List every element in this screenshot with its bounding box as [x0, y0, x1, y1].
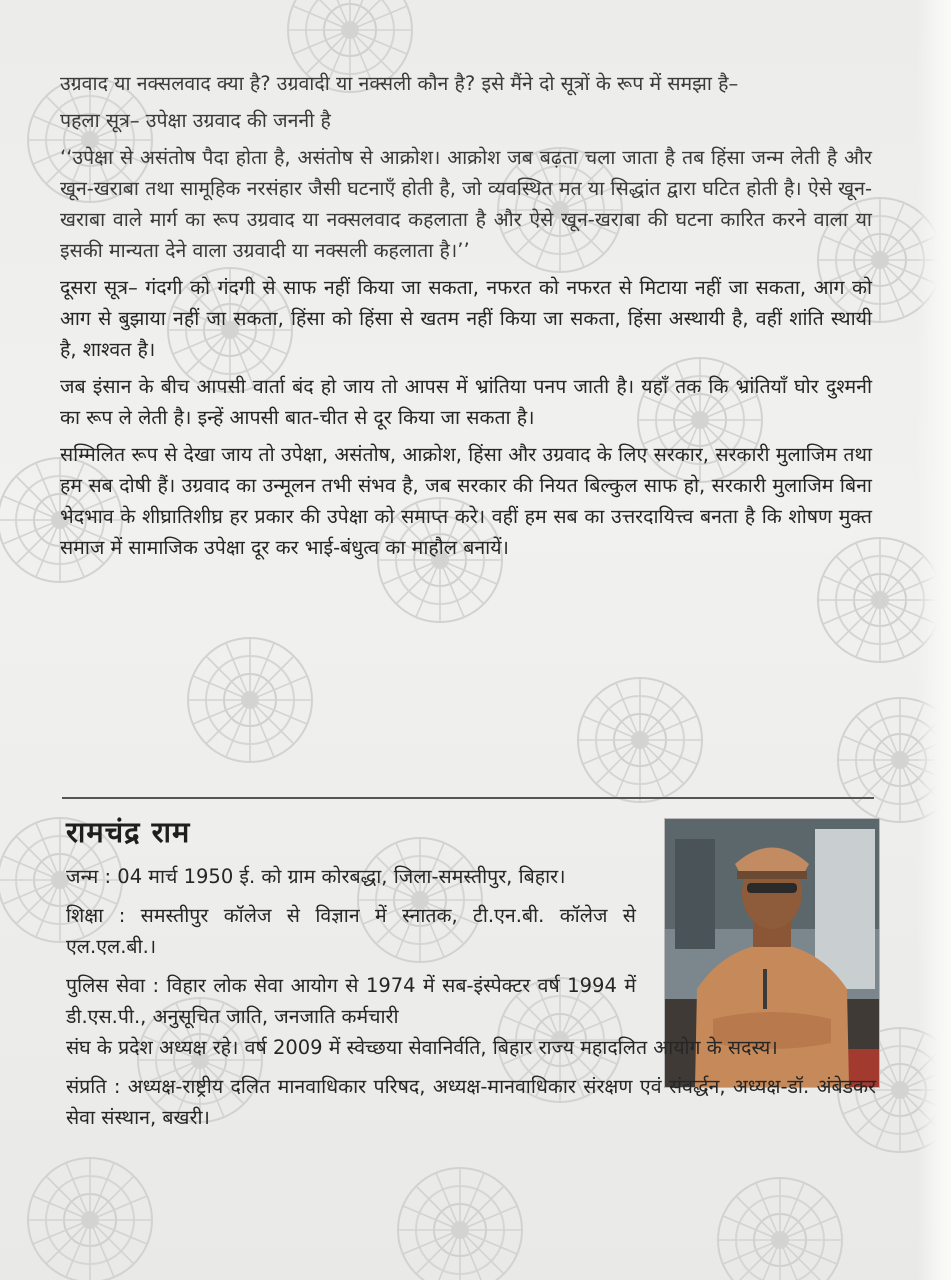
bio-birth: जन्म : 04 मार्च 1950 ई. को ग्राम कोरबद्धा, जिला-समस्तीपुर, बिहार। — [66, 865, 566, 888]
section-divider — [62, 797, 874, 799]
bio-police-service-cont: संघ के प्रदेश अध्यक्ष रहे। वर्ष 2009 में स्वेच्छया सेवानिर्वति, बिहार राज्य महादलित आयोग के सदस्य। — [66, 1036, 778, 1059]
bio-police-service: पुलिस सेवा : विहार लोक सेवा आयोग से 1974 में सब-इंस्पेक्टर वर्ष 1994 में डी.एस.पी., अनुसूचित जाति, जनजाति कर्मचारी — [66, 974, 636, 1028]
paragraph-conclusion: सम्मिलित रूप से देखा जाय तो उपेक्षा, असंतोष, आक्रोश, हिंसा और उग्रवाद के लिए सरकार, सरकारी मुलाजिम तथा हम सब दोषी हैं। उग्रवाद का उन्मूलन तभी संभव है, जब सरकार की नियत बिल्कुल साफ हो, सरकारी मुलाजिम बिना भेदभाव के शीघ्रातिशीघ्र हर प्रकार की उपेक्षा को समाप्त करे। वहीं हम सब का उत्तरदायित्त्व बनता है कि शोषण मुक्त समाज में सामाजिक उपेक्षा दूर कर भाई-बंधुत्व का माहौल बनायें। — [60, 443, 872, 559]
bio-current: संप्रति : अध्यक्ष-राष्ट्रीय दलित मानवाधिकार परिषद, अध्यक्ष-मानवाधिकार संरक्षण एवं संवर्द्धन, अध्यक्ष-डॉ. अंबेडकर सेवा संस्थान, बखरी। — [66, 1075, 876, 1129]
sutra2-paragraph: दूसरा सूत्र– गंदगी को गंदगी से साफ नहीं किया जा सकता, नफरत को नफरत से मिटाया नहीं जा सकता, आग को आग से बुझाया नहीं जा सकता, हिंसा को हिंसा से खतम नहीं किया जा सकता, हिंसा अस्थायी है, वहीं शांति स्थायी है, शाश्वत है। — [60, 276, 872, 361]
intro-paragraph: उग्रवाद या नक्सलवाद क्या है? उग्रवादी या नक्सली कौन है? इसे मैंने दो सूत्रों के रूप में समझा है– — [60, 72, 739, 95]
paragraph-dialogue: जब इंसान के बीच आपसी वार्ता बंद हो जाय तो आपस में भ्रांतिया पनप जाती है। यहाँ तक कि भ्रांतियाँ घोर दुश्मनी का रूप ले लेती है। इन्हें आपसी बात-चीत से दूर किया जा सकता है। — [60, 375, 872, 429]
sutra1-heading: पहला सूत्र– उपेक्षा उग्रवाद की जननी है — [60, 109, 331, 132]
author-name: रामचंद्र राम — [66, 815, 191, 849]
page-edge — [917, 0, 951, 1280]
bio-education: शिक्षा : समस्तीपुर कॉलेज से विज्ञान में स्नातक, टी.एन.बी. कॉलेज से एल.एल.बी.। — [66, 904, 636, 958]
sutra1-quote: ‘‘उपेक्षा से असंतोष पैदा होता है, असंतोष से आक्रोश। आक्रोश जब बढ़ता चला जाता है तब हिंसा जन्म लेती है और खून-खराबा तथा सामूहिक नरसंहार जैसी घटनाएँ होती है, जो व्यवस्थित मत या सिद्धांत द्वारा घटित होती है। ऐसे खून-खराबा वाले मार्ग का रूप उग्रवाद या नक्सलवाद कहलाता है और ऐसे खून-खराबा की घटना कारित करने वाला या इसकी मान्यता देने वाला उग्रवादी या नक्सली कहलाता है।’’ — [60, 146, 872, 262]
author-bio — [66, 812, 876, 1141]
article-body — [60, 68, 872, 569]
